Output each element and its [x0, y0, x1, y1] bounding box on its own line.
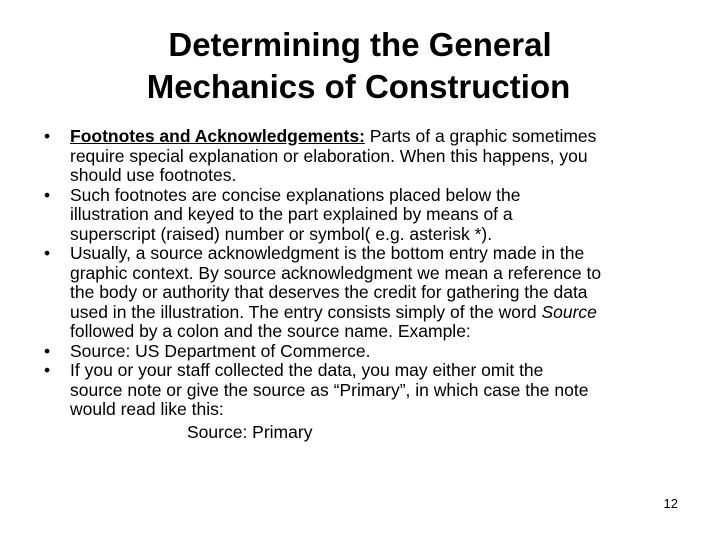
bullet-icon: •: [44, 340, 51, 361]
footnotes-text: Parts of a graphic sometimes: [364, 126, 597, 146]
bullet-icon: •: [44, 243, 51, 263]
bullet-item-such-footnotes: [44, 186, 694, 245]
page-number: 12: [663, 496, 678, 511]
bullet-line: [70, 303, 694, 323]
bullet-icon: •: [44, 184, 51, 205]
bullet-icon: •: [44, 360, 51, 380]
bullet-icon: •: [44, 126, 51, 146]
bullet-line: source note or give the source as “Primary”, in which case the note: [70, 379, 589, 400]
bullet-item-footnotes: [44, 127, 694, 186]
source-word: Source: [541, 301, 597, 322]
bullet-item-source-acknowledgment: [44, 244, 694, 342]
bullet-line: would read like this:: [70, 399, 224, 419]
bullet-line: Usually, a source acknowledgment is the bottom entry made in the: [70, 243, 585, 263]
slide-title: [0, 24, 720, 108]
bullet-line: superscript (raised) number or symbol( e.g. asterisk *).: [70, 223, 493, 244]
bullet-line: Source: US Department of Commerce.: [70, 340, 371, 361]
bullet-line: illustration and keyed to the part explained by means of a: [70, 204, 513, 224]
bullet-line: require special explanation or elaboration. When this happens, you: [70, 145, 588, 166]
bullet-line: graphic context. By source acknowledgment we mean a reference to: [70, 262, 602, 283]
bullet-item-primary: [44, 361, 694, 442]
bullet-line: Such footnotes are concise explanations placed below the: [70, 184, 521, 205]
bullet-line: If you or your staff collected the data, you may either omit the: [70, 360, 544, 380]
bullet-line: the body or authority that deserves the credit for gathering the data: [70, 282, 588, 302]
bullet-item-example: [44, 342, 694, 362]
bullet-line: should use footnotes.: [70, 165, 237, 185]
bullet-text: used in the illustration. The entry consists simply of the word: [70, 301, 542, 322]
title-line-2: Mechanics of Construction: [146, 68, 571, 105]
footnotes-heading: Footnotes and Acknowledgements:: [70, 126, 365, 146]
title-line-1: Determining the General: [168, 26, 552, 63]
source-primary-example: Source: Primary: [187, 421, 313, 442]
bullet-list: [44, 127, 694, 442]
bullet-line: [70, 127, 694, 147]
bullet-line: followed by a colon and the source name. Example:: [70, 321, 471, 341]
